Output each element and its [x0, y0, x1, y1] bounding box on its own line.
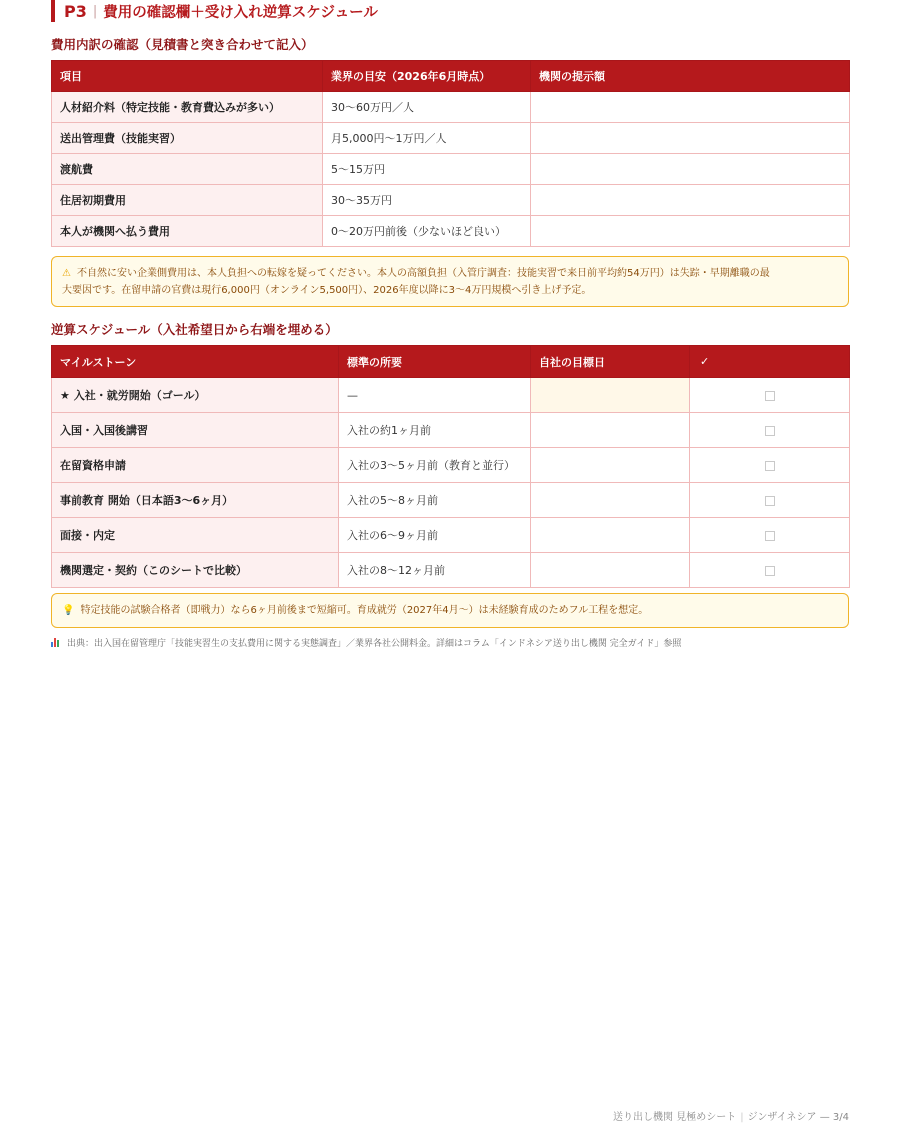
- header-separator: |: [92, 3, 98, 19]
- column-header-target: 自社の目標日: [531, 346, 690, 378]
- cost-guide-value: 5〜15万円: [323, 154, 531, 185]
- table-row: [52, 553, 850, 588]
- standard-duration: 入社の3〜5ヶ月前（教育と並行）: [339, 448, 531, 483]
- standard-duration: 入社の8〜12ヶ月前: [339, 553, 531, 588]
- target-date-field[interactable]: [531, 378, 690, 413]
- offered-amount-field[interactable]: [531, 154, 850, 185]
- tip-text: 特定技能の試験合格者（即戦力）なら6ヶ月前後まで短縮可。育成就労（2027年4月〜）は未経験育成のためフル工程を想定。: [80, 605, 649, 616]
- source-note: [51, 636, 681, 649]
- cost-table: [51, 60, 850, 247]
- offered-amount-field[interactable]: [531, 123, 850, 154]
- cost-guide-value: 30〜35万円: [323, 185, 531, 216]
- schedule-table: [51, 345, 850, 588]
- column-header-item: 項目: [52, 61, 323, 92]
- offered-amount-field[interactable]: [531, 92, 850, 123]
- done-checkbox[interactable]: [765, 496, 775, 506]
- standard-duration: 入社の5〜8ヶ月前: [339, 483, 531, 518]
- target-date-field[interactable]: [531, 483, 690, 518]
- done-checkbox[interactable]: [765, 461, 775, 471]
- done-cell: [690, 483, 850, 518]
- table-row: [52, 378, 850, 413]
- table-row: [52, 448, 850, 483]
- cost-item-label: 住居初期費用: [52, 185, 323, 216]
- cost-section-title: 費用内訳の確認（見積書と突き合わせて記入）: [51, 37, 314, 52]
- done-cell: [690, 413, 850, 448]
- milestone-label: 機関選定・契約（このシートで比較）: [52, 553, 339, 588]
- done-checkbox[interactable]: [765, 566, 775, 576]
- schedule-section-title: 逆算スケジュール（入社希望日から右端を埋める）: [51, 322, 338, 337]
- page-number: P3: [64, 1, 87, 21]
- milestone-label: 入国・入国後講習: [52, 413, 339, 448]
- warning-icon: ⚠: [62, 268, 71, 279]
- table-row: [52, 154, 850, 185]
- milestone-label: ★ 入社・就労開始（ゴール）: [52, 378, 339, 413]
- column-header-check: ✓: [690, 346, 850, 378]
- cost-item-label: 送出管理費（技能実習）: [52, 123, 323, 154]
- warning-text-line1: 不自然に安い企業側費用は、本人負担への転嫁を疑ってください。本人の高額負担（入管庁調査：技能実習で来日前平均約54万円）は失踪・早期離職の最: [76, 268, 770, 279]
- milestone-label: 在留資格申請: [52, 448, 339, 483]
- table-row: [52, 185, 850, 216]
- table-row: [52, 216, 850, 247]
- bar-chart-icon: [51, 638, 61, 647]
- footer-doc-name: 送り出し機関 見極めシート: [613, 1112, 737, 1123]
- cost-guide-value: 0〜20万円前後（少ないほど良い）: [323, 216, 531, 247]
- table-row: [52, 123, 850, 154]
- cost-warning-callout: [51, 256, 849, 307]
- offered-amount-field[interactable]: [531, 216, 850, 247]
- target-date-field[interactable]: [531, 413, 690, 448]
- done-cell: [690, 448, 850, 483]
- cost-item-label: 本人が機関へ払う費用: [52, 216, 323, 247]
- done-checkbox[interactable]: [765, 426, 775, 436]
- done-checkbox[interactable]: [765, 531, 775, 541]
- page-title: 費用の確認欄＋受け入れ逆算スケジュール: [103, 4, 378, 21]
- cost-item-label: 渡航費: [52, 154, 323, 185]
- table-row: [52, 483, 850, 518]
- warning-text-line2: 大要因です。在留申請の官費は現行6,000円（オンライン5,500円）、2026年度以降に3〜4万円規模へ引き上げ予定。: [62, 285, 592, 296]
- done-cell: [690, 378, 850, 413]
- done-cell: [690, 518, 850, 553]
- table-row: [52, 413, 850, 448]
- cost-table-header: [52, 61, 850, 92]
- standard-duration: 入社の6〜9ヶ月前: [339, 518, 531, 553]
- cost-item-label: 人材紹介料（特定技能・教育費込みが多い）: [52, 92, 323, 123]
- table-row: [52, 518, 850, 553]
- target-date-field[interactable]: [531, 553, 690, 588]
- source-text: 出典：出入国在留管理庁「技能実習生の支払費用に関する実態調査」／業界各社公開料金。詳細はコラム「インドネシア送り出し機関 完全ガイド」参照: [67, 639, 682, 649]
- table-row: [52, 92, 850, 123]
- schedule-tip-callout: [51, 593, 849, 628]
- milestone-label: 面接・内定: [52, 518, 339, 553]
- lightbulb-icon: 💡: [62, 605, 75, 616]
- target-date-field[interactable]: [531, 518, 690, 553]
- page-header: [51, 0, 378, 22]
- page-footer: [613, 1108, 849, 1123]
- standard-duration: 入社の約1ヶ月前: [339, 413, 531, 448]
- column-header-standard: 標準の所要: [339, 346, 531, 378]
- column-header-guide: 業界の目安（2026年6月時点）: [323, 61, 531, 92]
- schedule-table-header: [52, 346, 850, 378]
- footer-page-number: — 3/4: [819, 1112, 849, 1123]
- done-cell: [690, 553, 850, 588]
- standard-duration: —: [339, 378, 531, 413]
- done-checkbox[interactable]: [765, 391, 775, 401]
- footer-brand: ジンザイネシア: [747, 1112, 817, 1123]
- offered-amount-field[interactable]: [531, 185, 850, 216]
- milestone-label: 事前教育 開始（日本語3〜6ヶ月）: [52, 483, 339, 518]
- column-header-milestone: マイルストーン: [52, 346, 339, 378]
- cost-guide-value: 30〜60万円／人: [323, 92, 531, 123]
- column-header-offered: 機関の提示額: [531, 61, 850, 92]
- target-date-field[interactable]: [531, 448, 690, 483]
- cost-guide-value: 月5,000円〜1万円／人: [323, 123, 531, 154]
- footer-divider: |: [740, 1112, 744, 1123]
